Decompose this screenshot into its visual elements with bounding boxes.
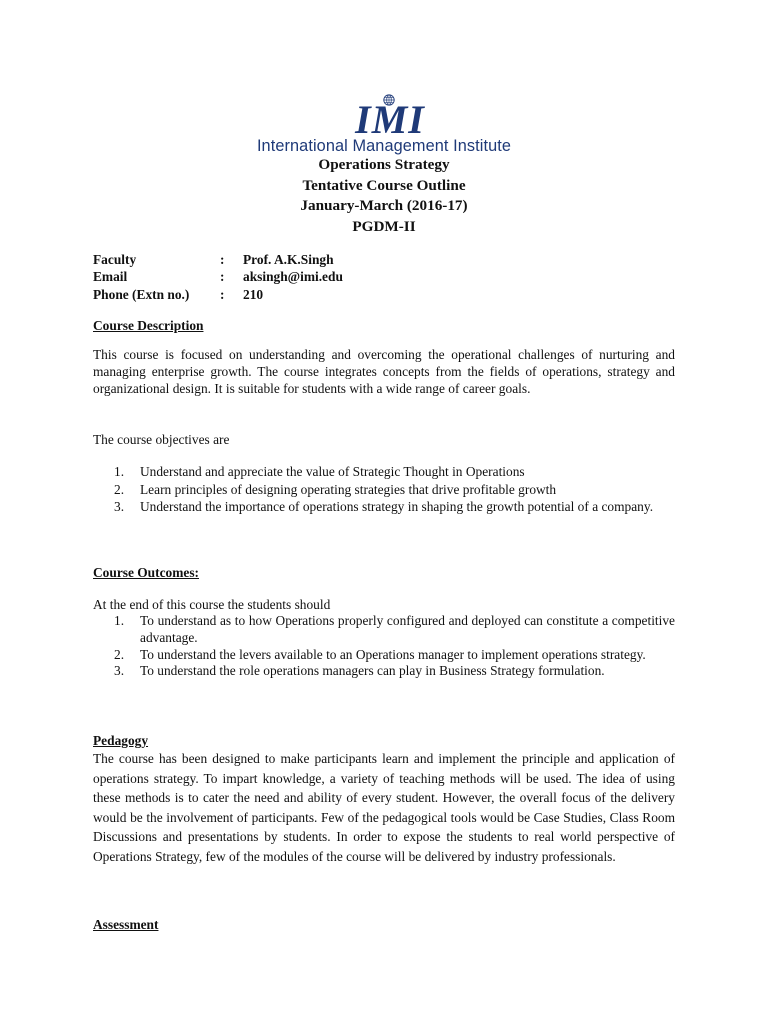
list-item: 1. Understand and appreciate the value of Strategic Thought in Operations <box>114 464 525 479</box>
institute-name: International Management Institute <box>256 137 512 155</box>
title-block <box>0 155 768 237</box>
list-item: 2. Learn principles of designing operating strategies that drive profitable growth <box>114 481 557 497</box>
faculty-info <box>93 251 693 303</box>
separator: : <box>220 252 225 267</box>
list-item: 2. To understand the levers available to an Operations manager to implement operations strategy. <box>114 646 646 662</box>
course-description-heading: Course Description <box>93 318 204 333</box>
email-value: aksingh@imi.edu <box>243 269 343 285</box>
email-label: Email <box>93 269 128 285</box>
list-item: 3. Understand the importance of operations strategy in shaping the growth potential of a company. <box>114 499 654 515</box>
list-item: 3. To understand the role operations managers can play in Business Strategy formulation. <box>114 663 605 679</box>
term-label: January-March (2016-17) <box>300 197 468 214</box>
phone-value: 210 <box>243 286 264 302</box>
objectives-list <box>93 463 675 516</box>
phone-label: Phone (Extn no.) <box>93 286 190 302</box>
outcomes-intro: At the end of this course the students should <box>93 597 331 612</box>
program-label: PGDM-II <box>352 217 416 235</box>
separator: : <box>220 286 225 302</box>
pedagogy-heading: Pedagogy <box>93 733 149 748</box>
outline-subtitle: Tentative Course Outline <box>302 176 466 194</box>
course-description-text: This course is focused on understanding and overcoming the operational challenges of nurturing and managing enterprise growth. The course integrates concepts from the fields of operations, strategy and organizational design. It is suitable for students with a wide range of career goals. <box>93 347 675 397</box>
faculty-row <box>93 251 693 268</box>
list-item: 1. To understand as to how Operations properly configured and deployed can constitute a competitive advantage. <box>114 613 675 645</box>
faculty-label: Faculty <box>93 252 137 267</box>
separator: : <box>220 269 225 285</box>
course-title: Operations Strategy <box>318 156 450 173</box>
faculty-value: Prof. A.K.Singh <box>243 252 334 267</box>
logo-wordmark: IMI <box>355 97 425 138</box>
outcomes-list <box>93 613 675 680</box>
assessment-heading: Assessment <box>93 917 159 932</box>
course-outcomes-heading: Course Outcomes: <box>93 565 199 580</box>
phone-row <box>93 286 693 303</box>
objectives-intro: The course objectives are <box>93 432 230 447</box>
imi-logo <box>340 94 440 138</box>
email-row <box>93 268 693 285</box>
pedagogy-text: The course has been designed to make participants learn and implement the principle and application of operations strategy. To impart knowledge, a variety of teaching methods will be used. The idea of using these methods is to cater the need and ability of every student. However, the overall focus of the delivery would be the involvement of participants. Few of the pedagogical tools would be Case Studies, Class Room Discussions and presentations by students. In order to expose the students to real world perspective of Operations Strategy, few of the modules of the course will be delivered by industry professionals. <box>93 751 675 864</box>
